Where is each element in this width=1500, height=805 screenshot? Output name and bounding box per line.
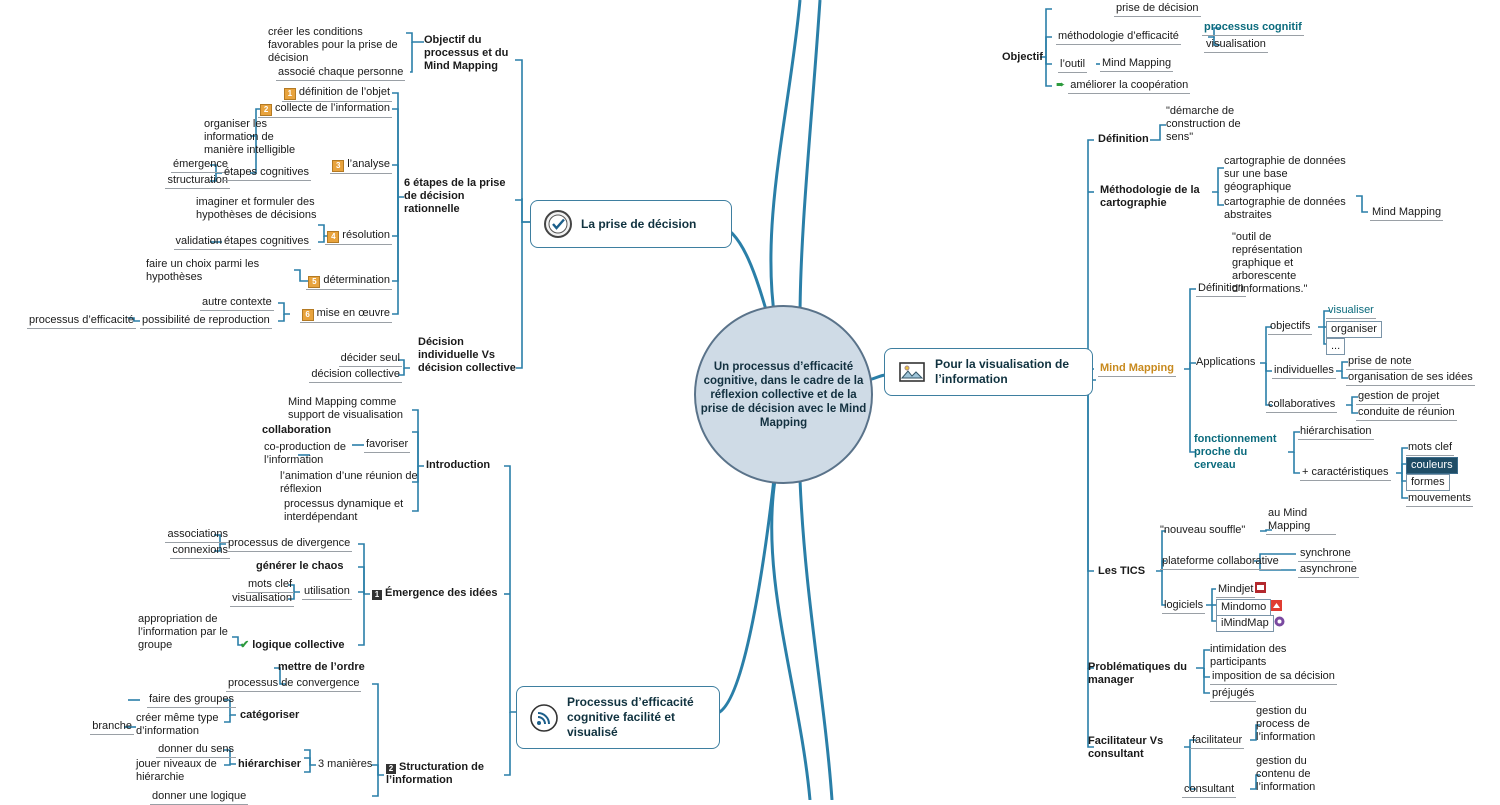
callout-label: Processus d’efficacité cognitive facilité et visualisé: [567, 695, 694, 739]
callout-prise-de-decision[interactable]: [530, 200, 732, 248]
left-intro-item-3[interactable]: favoriser: [364, 438, 410, 453]
left-structuration-item-8[interactable]: hiérarchiser: [238, 758, 301, 770]
right-outil-label[interactable]: l’outil: [1058, 58, 1087, 73]
right-mm-applications-label[interactable]: Applications: [1196, 356, 1256, 368]
left-structuration-item-4[interactable]: branche: [74, 720, 134, 735]
callout-processus-efficacite[interactable]: [516, 686, 720, 749]
right-tics-nouveau-souffle[interactable]: "nouveau souffle": [1160, 524, 1246, 536]
right-mm-fonctionnement-label[interactable]: fonctionnement proche du cerveau: [1194, 433, 1277, 471]
right-methodologie-efficacite[interactable]: méthodologie d’efficacité: [1056, 30, 1181, 45]
right-mm-fonctionnement-1[interactable]: + caractéristiques: [1300, 466, 1391, 481]
left-emergence-item-4[interactable]: mots clef: [210, 578, 294, 593]
left-etape-2-sub-2[interactable]: structuration: [140, 174, 230, 189]
left-intro-item-1[interactable]: collaboration: [262, 424, 332, 436]
right-mm-individuelles-1[interactable]: organisation de ses idées: [1346, 371, 1475, 386]
left-etape-6-sub-1[interactable]: possibilité de reproduction: [140, 314, 272, 329]
right-definition-label[interactable]: Définition: [1098, 133, 1149, 145]
right-objectif-label[interactable]: Objectif: [1002, 51, 1043, 63]
left-etape-5[interactable]: 5 détermination: [290, 274, 392, 290]
left-structuration-item-6[interactable]: donner du sens: [130, 743, 236, 758]
right-tics-au-mind-mapping[interactable]: au Mind Mapping: [1266, 507, 1336, 535]
right-mm-definition-value[interactable]: "outil de représentation graphique et arborescente d’informations.": [1232, 231, 1308, 295]
left-emergence-title[interactable]: 1 Émergence des idées: [372, 587, 498, 600]
right-visualisation[interactable]: visualisation: [1204, 38, 1268, 53]
image-frame-icon: [897, 357, 927, 387]
right-problematique-2[interactable]: préjugés: [1210, 687, 1256, 702]
left-structuration-item-10[interactable]: donner une logique: [150, 790, 248, 805]
arrow-icon: ➨: [1056, 79, 1066, 91]
left-etape-4-sub-0[interactable]: imaginer et formuler des hypothèses de décisions: [196, 196, 317, 221]
left-etapes-title[interactable]: 6 étapes de la prise de décision rationnelle: [404, 177, 506, 215]
right-tics-logiciel-2[interactable]: iMindMap: [1216, 615, 1288, 632]
left-etape-3[interactable]: 3 l’analyse: [300, 158, 392, 174]
right-tics-logiciel-0[interactable]: Mindjet: [1216, 582, 1269, 598]
right-mm-fonctionnement-0[interactable]: hiérarchisation: [1298, 425, 1374, 440]
left-structuration-item-0[interactable]: mettre de l’ordre: [278, 661, 365, 673]
left-etape-1[interactable]: 1 définition de l’objet: [240, 86, 392, 102]
step-number-icon: 6: [302, 309, 314, 321]
central-topic[interactable]: [694, 305, 873, 484]
callout-label: La prise de décision: [581, 216, 697, 231]
left-etape-4[interactable]: 4 résolution: [300, 229, 392, 245]
left-etape-4-sub-2[interactable]: étapes cognitives: [222, 235, 311, 250]
left-decision-item-0[interactable]: décider seul: [306, 352, 402, 367]
right-processus-cognitif[interactable]: processus cognitif: [1202, 21, 1304, 36]
step-number-icon: 3: [332, 160, 344, 172]
left-etape-5-sub-0[interactable]: faire un choix parmi les hypothèses: [146, 258, 260, 283]
right-mm-individuelles-0[interactable]: prise de note: [1346, 355, 1414, 370]
right-mm-objectifs-label[interactable]: objectifs: [1268, 320, 1312, 335]
left-emergence-item-2[interactable]: processus de divergence: [226, 537, 352, 552]
left-emergence-item-3[interactable]: générer le chaos: [256, 560, 344, 572]
right-cartographie-mindmapping[interactable]: Mind Mapping: [1370, 206, 1443, 221]
right-definition-value[interactable]: "démarche de construction de sens": [1166, 105, 1241, 143]
rss-wave-icon: [529, 703, 559, 733]
mindjet-logo-icon: [1255, 582, 1266, 593]
right-mm-objectif-1[interactable]: organiser: [1326, 321, 1382, 338]
left-structuration-item-2[interactable]: faire des groupes: [130, 693, 236, 708]
right-mm-carac-0[interactable]: mots clef: [1406, 441, 1454, 456]
left-objectif-item-0[interactable]: créer les conditions favorables pour la prise de décision: [268, 26, 398, 64]
right-mm-collaboratives-0[interactable]: gestion de projet: [1356, 390, 1441, 405]
left-decision-item-1[interactable]: décision collective: [294, 368, 402, 383]
left-structuration-item-9[interactable]: 3 manières: [318, 758, 373, 770]
left-emergence-item-5[interactable]: visualisation: [210, 592, 294, 607]
right-cartographie-item-0[interactable]: cartographie de données sur une base géographique: [1224, 155, 1346, 193]
right-mm-definition-label[interactable]: Définition: [1196, 282, 1246, 297]
left-objectif-title[interactable]: Objectif du processus et du Mind Mapping: [424, 34, 509, 72]
check-badge-icon: [543, 209, 573, 239]
right-problematiques-label[interactable]: Problématiques du manager: [1088, 661, 1188, 686]
right-tics-logiciels-label[interactable]: logiciels: [1162, 599, 1205, 614]
mindomo-logo-icon: [1271, 600, 1282, 611]
right-tics-plateforme[interactable]: plateforme collaborative: [1160, 555, 1281, 570]
right-mm-individuelles-label[interactable]: individuelles: [1272, 364, 1336, 379]
left-intro-title[interactable]: Introduction: [426, 459, 491, 471]
right-consultant-value[interactable]: gestion du contenu de l’information: [1256, 755, 1316, 793]
left-structuration-item-1[interactable]: processus de convergence: [226, 677, 361, 692]
right-facilitateur-sub-label[interactable]: facilitateur: [1190, 734, 1244, 749]
left-structuration-title[interactable]: 2 Structuration de l’information: [386, 761, 484, 786]
step-number-icon: 1: [284, 88, 296, 100]
left-etape-6[interactable]: 6 mise en œuvre: [284, 307, 392, 323]
right-tics-mode-1[interactable]: asynchrone: [1298, 563, 1359, 578]
right-mm-carac-2[interactable]: formes: [1406, 474, 1450, 491]
right-consultant-sub-label[interactable]: consultant: [1182, 783, 1236, 798]
right-mm-carac-1-selected[interactable]: couleurs: [1406, 457, 1458, 474]
right-prise-de-decision[interactable]: prise de décision: [1114, 2, 1201, 17]
left-intro-item-5[interactable]: processus dynamique et interdépendant: [284, 498, 404, 523]
left-etape-2-sub-1[interactable]: émergence: [140, 158, 230, 173]
right-mm-carac-3[interactable]: mouvements: [1406, 492, 1473, 507]
right-cooperation[interactable]: ➨ améliorer la coopération: [1056, 79, 1190, 94]
left-intro-item-2[interactable]: co-production de l’information: [264, 441, 346, 466]
left-etape-2-sub-3[interactable]: étapes cognitives: [222, 166, 311, 181]
left-emergence-item-0[interactable]: associations: [140, 528, 230, 543]
central-topic-label: Un processus d’efficacité cognitive, dans le cadre de la réflexion collective et de la prise de décision avec le Mind Mapping: [700, 360, 867, 429]
callout-label: Pour la visualisation de l’information: [935, 357, 1070, 386]
left-etape-4-sub-1[interactable]: validation: [140, 235, 224, 250]
right-problematique-1[interactable]: imposition de sa décision: [1210, 670, 1337, 685]
right-mindmapping-label[interactable]: Mind Mapping: [1098, 362, 1176, 377]
right-methodologie-cartographie-label[interactable]: Méthodologie de la cartographie: [1100, 184, 1200, 209]
right-mm-objectif-2[interactable]: ...: [1326, 338, 1345, 355]
right-tics-mode-0[interactable]: synchrone: [1298, 547, 1353, 562]
left-emergence-item-8[interactable]: ✔ logique collective: [240, 639, 345, 651]
left-emergence-item-1[interactable]: connexions: [140, 544, 230, 559]
left-etape-2[interactable]: 2 collecte de l’information: [240, 102, 392, 118]
left-intro-item-4[interactable]: l’animation d’une réunion de réflexion: [280, 470, 418, 495]
left-etape-2-sub-0[interactable]: organiser les information de manière intelligible: [204, 118, 296, 156]
step-number-icon: 4: [327, 231, 339, 243]
step-number-icon: 1: [372, 590, 382, 600]
left-structuration-item-5[interactable]: catégoriser: [240, 709, 300, 721]
left-emergence-item-7[interactable]: appropriation de l’information par le groupe: [138, 613, 228, 651]
left-etape-6-sub-0[interactable]: autre contexte: [200, 296, 274, 311]
right-problematique-0[interactable]: intimidation des participants: [1210, 643, 1287, 668]
right-tics-label[interactable]: Les TICS: [1098, 565, 1146, 577]
step-number-icon: 2: [386, 764, 396, 774]
right-mm-collaboratives-1[interactable]: conduite de réunion: [1356, 406, 1457, 421]
left-intro-item-0[interactable]: Mind Mapping comme support de visualisation: [288, 396, 403, 421]
step-number-icon: 2: [260, 104, 272, 116]
left-decision-title[interactable]: Décision individuelle Vs décision collective: [418, 336, 516, 374]
right-cartographie-item-1[interactable]: cartographie de données abstraites: [1224, 196, 1346, 221]
callout-visualisation[interactable]: [884, 348, 1093, 396]
right-facilitateur-value[interactable]: gestion du process de l’information: [1256, 705, 1316, 743]
right-mm-objectif-0[interactable]: visualiser: [1326, 304, 1376, 319]
right-mind-mapping-outil[interactable]: Mind Mapping: [1100, 57, 1173, 72]
right-facilitateur-label[interactable]: Facilitateur Vs consultant: [1088, 735, 1164, 760]
step-number-icon: 5: [308, 276, 320, 288]
right-tics-logiciel-1[interactable]: Mindomo: [1216, 599, 1285, 616]
imindmap-logo-icon: [1274, 616, 1285, 627]
left-structuration-item-7[interactable]: jouer niveaux de hiérarchie: [136, 758, 217, 783]
left-objectif-item-1[interactable]: associé chaque personne: [276, 66, 405, 81]
left-emergence-item-6[interactable]: utilisation: [302, 585, 352, 600]
right-mm-collaboratives-label[interactable]: collaboratives: [1266, 398, 1337, 413]
left-structuration-item-3[interactable]: créer même type d’information: [136, 712, 219, 737]
left-etape-6-sub-2[interactable]: processus d’efficacité: [16, 314, 136, 329]
check-icon: ✔: [240, 639, 250, 651]
